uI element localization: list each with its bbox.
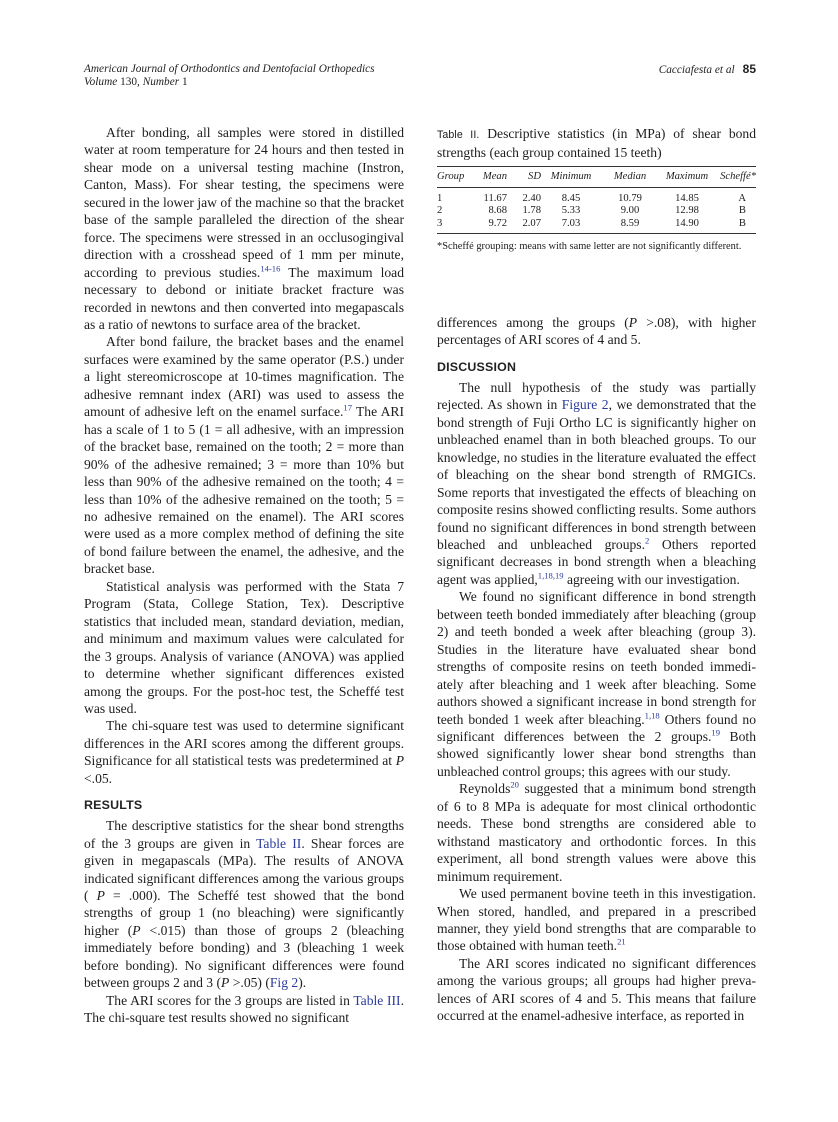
journal-title: American Journal of Orthodontics and Dentofacial Orthopedics	[84, 63, 375, 75]
table-row: 3 9.72 2.07 7.03 8.59 14.90 B	[437, 217, 746, 229]
volume-number: Volume 130, Number 1	[84, 76, 188, 88]
table-header-row: Group Mean SD Minimum Median Maximum Scheffé*	[437, 167, 756, 188]
paragraph-results-continued: differences among the groups (P >.08), with higher percentages of ARI scores of 4 and 5.	[437, 315, 756, 348]
table-ii	[437, 125, 756, 253]
paragraph-chi-square: The chi-square test was used to determine significant differences in the ARI scores among the different groups. Significance for all statistical tests was predetermined at P <.05.	[84, 718, 404, 786]
citation-ref[interactable]: 1,18	[644, 709, 660, 720]
page-number: 85	[742, 62, 756, 76]
table-link[interactable]: Table II	[256, 835, 302, 851]
table-row: 1 11.67 2.40 8.45 10.79 14.85 A	[437, 193, 746, 204]
left-column	[84, 124, 404, 1027]
paragraph-discussion-5: The ARI scores indicated no significant differences among the various groups; all groups had higher prevalences of ARI scores of 4 and 5. This means that failure occurred at the enamel-adhesive interface, as reported in	[437, 955, 756, 1024]
paragraph-discussion-2: We found no significant difference in bond strength between teeth bonded immediately after bleaching (group 2) and teeth bonded a week after bleaching (group 3). Studies in the literature have evaluated shear bond strengths of composite resins on teeth bonded immediately after bleaching and 1 week after bleaching. Some authors showed a significant increase in bond strength for teeth bonded 1 week after bleaching.$^{1,18}$ Others found no significant differences between the 2 groups.$^{19}$ Both showed significantly lower shear bond strengths than unbleached control groups; this agrees with our study.	[437, 589, 757, 779]
paragraph-ari: After bond failure, the bracket bases and the enamel surfaces were examined by the same operator (P.S.) under a light stereomicroscope at 10-times magnification. The adhesive remnant index (ARI) was used to assess the amount of adhesive left on the enamel surface.$^{17}$ The ARI has a scale of 1 to 5 (1 = all adhesive, with an impression of the bracket base, remained on the tooth; 2 = more than 90% of the adhesive remained; 3 = more than 10% but less than 90% of the adhesive remained on the tooth; 4 = less than 10% of the adhesive remained on the tooth; 5 = no adhesive remained on the enamel). The ARI scores were used as a more complex method of defining the site of bond failure between the enamel, the adhesive, and the bracket base.	[84, 334, 404, 577]
citation-ref[interactable]: 19	[711, 727, 720, 738]
paragraph-results-1: The descriptive statistics for the shear bond strengths of the 3 groups are given in Table II. Shear forces are given in megapascals (MPa). The results of ANOVA indicated significant differences among the various groups ( P = .000). The Scheffé test showed that the bond strengths of group 1 (no bleaching) were significantly higher (P <.015) than those of groups 2 (bleaching immediately before bonding) and 3 (bleaching 1 week before bonding). No significant differences were found between groups 2 and 3 (P >.05) (Fig 2).	[84, 818, 404, 991]
results-heading: RESULTS	[84, 798, 143, 813]
paragraph-shear-testing: After bonding, all samples were stored in distilled water at room temperature for 24 hours and then tested in shear mode on a universal testing machine (Instron, Canton, Mass). For shear testing, the specimens were secured in the lower jaw of the machine so that the bracket base of the sample paralleled the direction of the shear force. The specimens were stressed in an occlusogingival direction with a crosshead speed of 1 mm per minute, according to previous studies.$^{14-16}$ The maximum load necessary to debond or initiate bracket fracture was recorded in newtons and then converted into megapascals as a ratio of newtons to surface area of the bracket.	[84, 125, 404, 332]
table-row: 2 8.68 1.78 5.33 9.00 12.98 B	[437, 205, 746, 217]
citation-ref[interactable]: 17	[343, 402, 352, 413]
table-caption: Table II. Descriptive statistics (in MPa) of shear bond strengths (each group contained 15 teeth)	[437, 126, 757, 160]
discussion-heading: DISCUSSION	[437, 359, 517, 374]
stats-table	[437, 166, 756, 234]
table-label: Table II.	[437, 129, 480, 141]
table-link[interactable]: Table III	[353, 992, 401, 1008]
citation-ref[interactable]: 20	[510, 779, 519, 790]
running-authors: Cacciafesta et al	[658, 64, 735, 76]
citation-ref[interactable]: 2	[645, 535, 650, 546]
figure-link[interactable]: Figure 2	[561, 397, 609, 413]
table-footnote: *Scheffé grouping: means with same letter are not significantly different.	[437, 241, 742, 253]
right-column	[437, 314, 756, 1025]
paragraph-results-2: The ARI scores for the 3 groups are listed in Table III. The chi-square test results showed no significant	[84, 992, 404, 1026]
paragraph-statistical-analysis: Statistical analysis was performed with the Stata 7 Program (Stata, College Station, Tex). Descriptive statistics that included mean, standard deviation, median, and minimum and maximum values were calculated for the 3 groups. Analysis of variance (ANOVA) was applied to determine whether significant differences existed among the groups. For the post-hoc test, the Scheffé test was used.	[84, 578, 404, 716]
citation-ref[interactable]: 1,18,19	[537, 570, 564, 581]
journal-info	[84, 63, 375, 89]
citation-ref[interactable]: 21	[617, 936, 626, 947]
paragraph-discussion-3: Reynolds$^{20}$ suggested that a minimum bond strength of 6 to 8 MPa is adequate for most clinical orthodontic needs. These bond strengths are considered able to withstand masticatory and orthodontic forces. In this experiment, all bond strength values were above this minimum requirement.	[437, 779, 756, 884]
paragraph-discussion-1: The null hypothesis of the study was partially rejected. As shown in Figure 2, we demonstrated that the bond strength of Fuji Ortho LC is significantly higher on unbleached enamel than in both bleached groups. To our knowledge, no studies in the literature evaluated the effect of bleaching on the shear bond strength of RMGICs. Some reports that investigated the effects of bleaching on composite resins showed conflicting results. Some authors found no significant differences in bond strength between bleached and unbleached groups.$^2$ Others reported significant decreases in bond strength when a bleaching agent was applied,$^{1,18,19}$ agreeing with our investigation.	[437, 379, 756, 587]
author-page	[659, 63, 756, 77]
figure-link[interactable]: Fig 2	[269, 975, 299, 991]
paragraph-discussion-4: We used permanent bovine teeth in this investigation. When stored, handled, and prepared in a prescribed manner, they yield bond strengths that are comparable to those obtained with human teeth.$^{21}$	[437, 886, 756, 954]
citation-ref[interactable]: 14-16	[260, 263, 281, 274]
